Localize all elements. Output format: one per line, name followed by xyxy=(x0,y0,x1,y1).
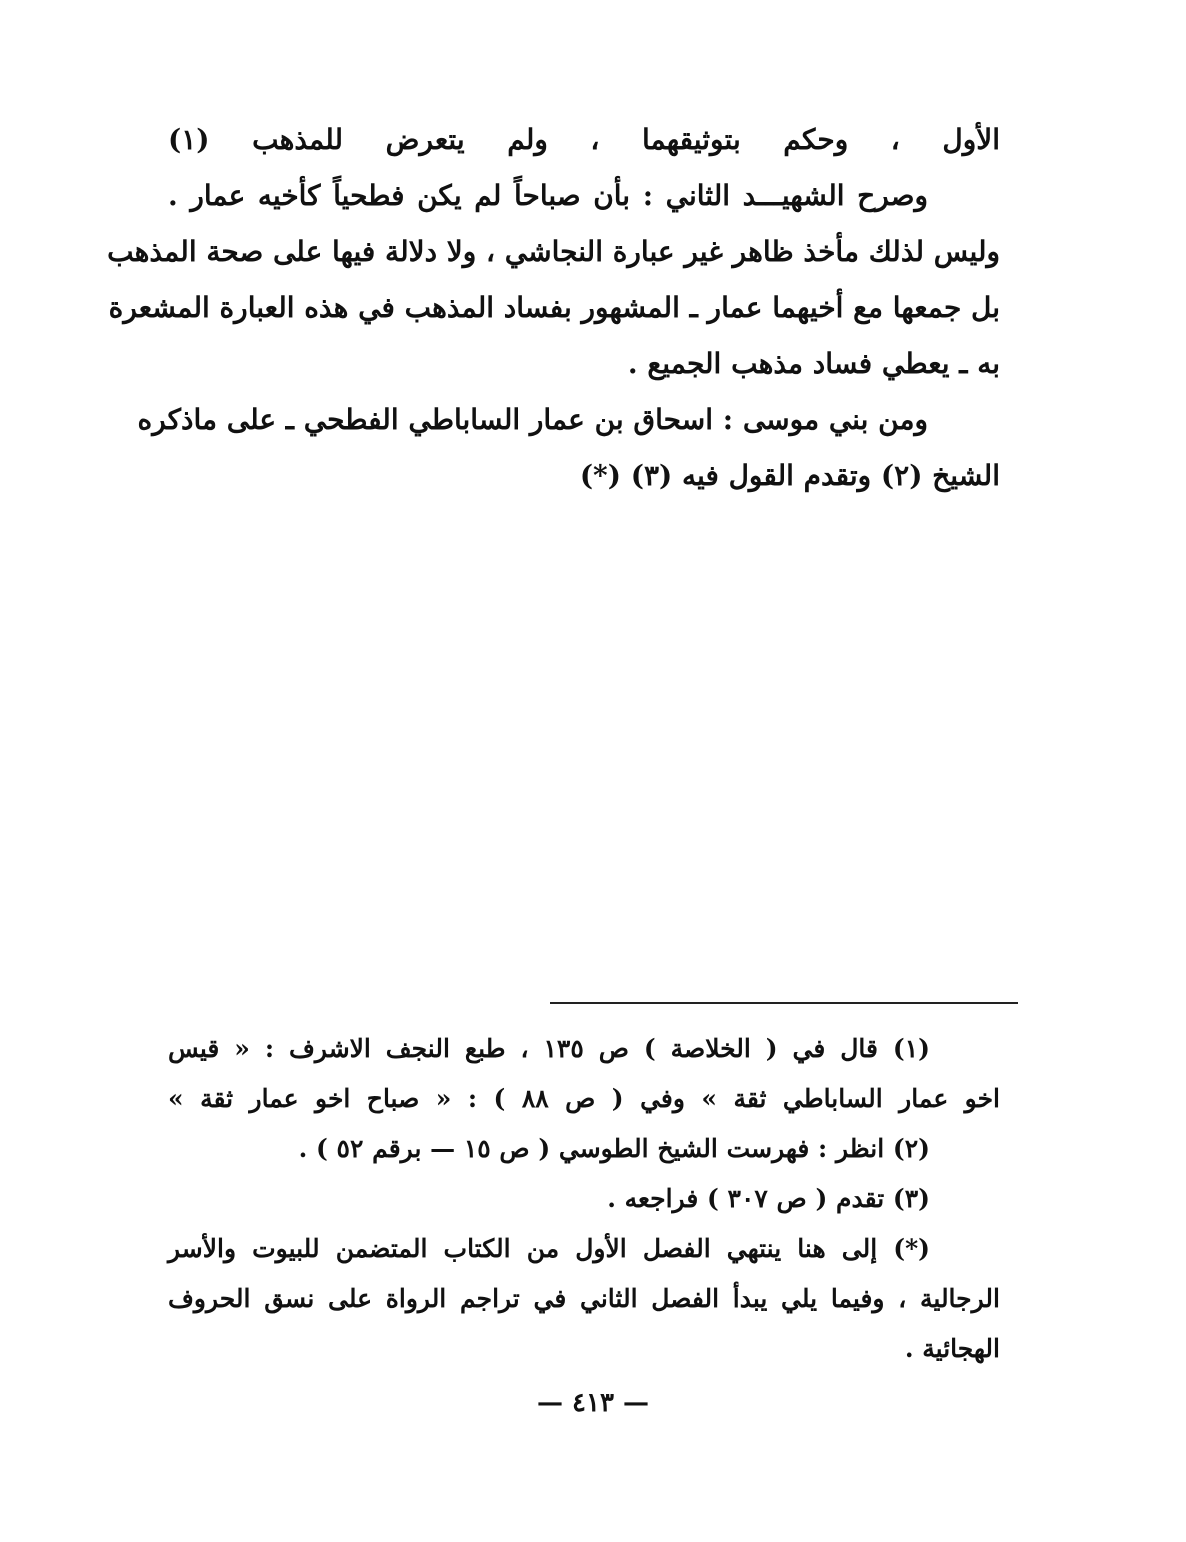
footnote-line: (١) قال في ( الخلاصة ) ص ١٣٥ ، طبع النجف الاشرف : « قيس xyxy=(168,1034,930,1063)
footnotes xyxy=(168,1024,1000,1374)
text-line: وصرح الشهيـــد الثاني : بأن صباحاً لم يكن فطحياً كأخيه عمار . xyxy=(168,179,928,212)
footnote-line: (٢) انظر : فهرست الشيخ الطوسي ( ص ١٥ — برقم ٥٢ ) . xyxy=(298,1134,930,1163)
text-line: وليس لذلك مأخذ ظاهر غير عبارة النجاشي ، ولا دلالة فيها على صحة المذهب xyxy=(107,235,1000,268)
text-line: بل جمعها مع أخيهما عمار ـ المشهور بفساد المذهب في هذه العبارة المشعرة xyxy=(108,291,1000,324)
text-line: ومن بني موسى : اسحاق بن عمار الساباطي الفطحي ـ على ماذكره xyxy=(137,403,928,436)
main-text xyxy=(107,112,1000,504)
footnote-line: اخو عمار الساباطي ثقة » وفي ( ص ٨٨ ) : « صباح اخو عمار ثقة » xyxy=(168,1084,1000,1113)
footnote-line: الرجالية ، وفيما يلي يبدأ الفصل الثاني في تراجم الرواة على نسق الحروف xyxy=(168,1284,1000,1313)
footnote-line: (٣) تقدم ( ص ٣٠٧ ) فراجعه . xyxy=(607,1184,930,1213)
footnote-separator xyxy=(550,1002,1018,1004)
text-line: الشيخ (٢) وتقدم القول فيه (٣) (*) xyxy=(579,459,1000,492)
footnote-line: (*) إلى هنا ينتهي الفصل الأول من الكتاب المتضمن للبيوت والأسر xyxy=(168,1234,930,1263)
text-line: الأول ، وحكم بتوثيقهما ، ولم يتعرض للمذهب (١) xyxy=(168,123,1000,156)
page-number: — ٤١٣ — xyxy=(536,1388,650,1418)
text-line: به ـ يعطي فساد مذهب الجميع . xyxy=(627,347,1000,380)
footnote-line: الهجائية . xyxy=(904,1334,1000,1363)
